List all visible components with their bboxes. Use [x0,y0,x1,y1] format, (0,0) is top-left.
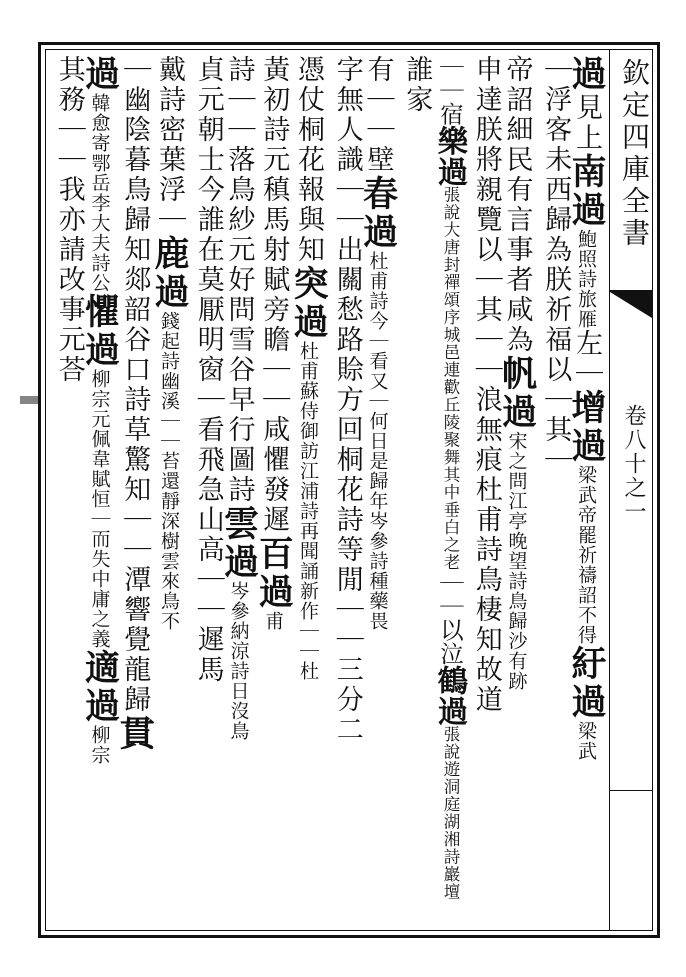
body-text: 元荅 [53,325,85,385]
annotation-text: 柳宗 [88,725,111,765]
juan-number: 卷八十之一 [621,404,646,524]
body-text: 字無人識 [331,55,363,175]
text-column [114,55,156,753]
text-column [288,55,329,681]
headword: 突過 [288,265,329,341]
fold-bottom-rule [610,790,652,791]
headword: 春過 [357,175,399,251]
text-column [537,55,570,475]
body-text: ｜｜以泣 [436,570,464,665]
headword: 紆過 [566,645,607,721]
headword: 懼過 [79,293,121,369]
annotation-text: 梁武帝罷祈禱詔不得 [575,465,597,645]
headword: 過 [79,55,121,93]
text-column [50,55,83,385]
text-column [467,55,500,715]
body-text: 其務｜｜我亦請改事 [53,55,85,325]
headword: 適過 [79,649,121,725]
annotation-text: 韓愈寄鄂岳李大夫詩公 [88,93,111,293]
text-column [432,55,468,901]
ink-speck [20,396,38,404]
body-text: 黃初詩元稹馬射賦旁瞻｜｜咸懼發遲 [258,55,290,535]
body-text: ｜｜出關愁路賒方回桐花詩等閒｜｜三分二 [331,175,363,745]
headword: 增過 [566,389,607,465]
text-column [328,55,361,745]
headword: 貫 [114,715,156,753]
headword: 鶴過 [432,664,468,726]
annotation-text: 柳宗元佩韋賦恒｜而失中庸之義 [88,369,111,649]
annotation-text: 鮑照詩旅雁 [575,229,597,329]
headword: 帆過 [496,355,538,431]
annotation-text: 錢起詩幽溪｜｜苔還靜深樹雲來鳥不 [158,311,180,631]
headword: 百過 [253,535,295,611]
text-column [79,55,121,765]
annotation-text: 岑參納涼詩日沒鳥 [227,581,250,741]
body-text: ｜浮客未西歸 [540,55,572,235]
center-fold-line-left [609,49,610,931]
body-text: ｜｜宿 [436,55,464,126]
text-column [218,55,260,741]
annotation-text: 張說遊洞庭湖湘詩巖壇 [441,725,460,901]
headword: 鹿過 [149,235,190,311]
body-text: 為朕祈福以｜其｜ [540,235,572,475]
annotation-text: 杜甫詩今｜看又｜何日是歸年岑參詩種藥畏 [366,251,389,631]
body-text: 戴詩密葉浮｜ [154,55,185,235]
body-text: 憑仗桐花報與知 [293,55,324,265]
body-text: ｜幽陰暮鳥歸 [119,55,151,235]
fishtail-mark [610,292,652,318]
text-column [398,55,431,115]
body-text: 左 [571,329,602,359]
headword: 過 [566,55,607,93]
body-text: 帝詔細民有言事者咸為 [501,55,533,355]
annotation-text: 甫 [262,611,285,631]
body-text: 有｜｜壁 [362,55,394,175]
headword: 雲過 [218,505,260,581]
text-column [253,55,295,631]
annotation-text: 張說大唐封禪頌序城邑連歡丘陵聚舞其中垂白之老 [441,186,460,571]
annotation-text: 杜甫蘇侍御訪江浦詩再聞誦新作｜｜杜 [297,341,319,681]
text-column [566,55,607,761]
body-text: 誰家 [401,55,433,115]
text-column [189,55,222,685]
body-text: 飛急山高｜｜遲馬 [192,445,224,685]
headword: 南過 [566,153,607,229]
body-text: 申達朕將親覽以｜其｜ [470,55,502,355]
book-title: 欽定四庫全書 [618,58,651,250]
headword: 樂過 [432,125,468,187]
text-column [496,55,538,691]
body-text: 知郯韶谷口詩草驚知｜｜潭響覺龍歸 [119,235,151,715]
text-column [149,55,190,631]
body-text: 貞元朝士今誰在莫厭明窗｜看 [192,55,224,445]
body-text: 見上 [571,93,602,153]
annotation-text: 宋之問江亭晚望詩鳥歸沙有跡 [505,431,528,691]
annotation-text: 梁武 [575,721,597,761]
body-text: ｜浪無痕杜甫詩鳥棲知故道 [470,355,502,715]
text-column [357,55,399,631]
body-text: ｜ [571,359,602,389]
body-text: 詩｜｜落鳥紗元好問雪谷早行圖詩 [223,55,255,505]
